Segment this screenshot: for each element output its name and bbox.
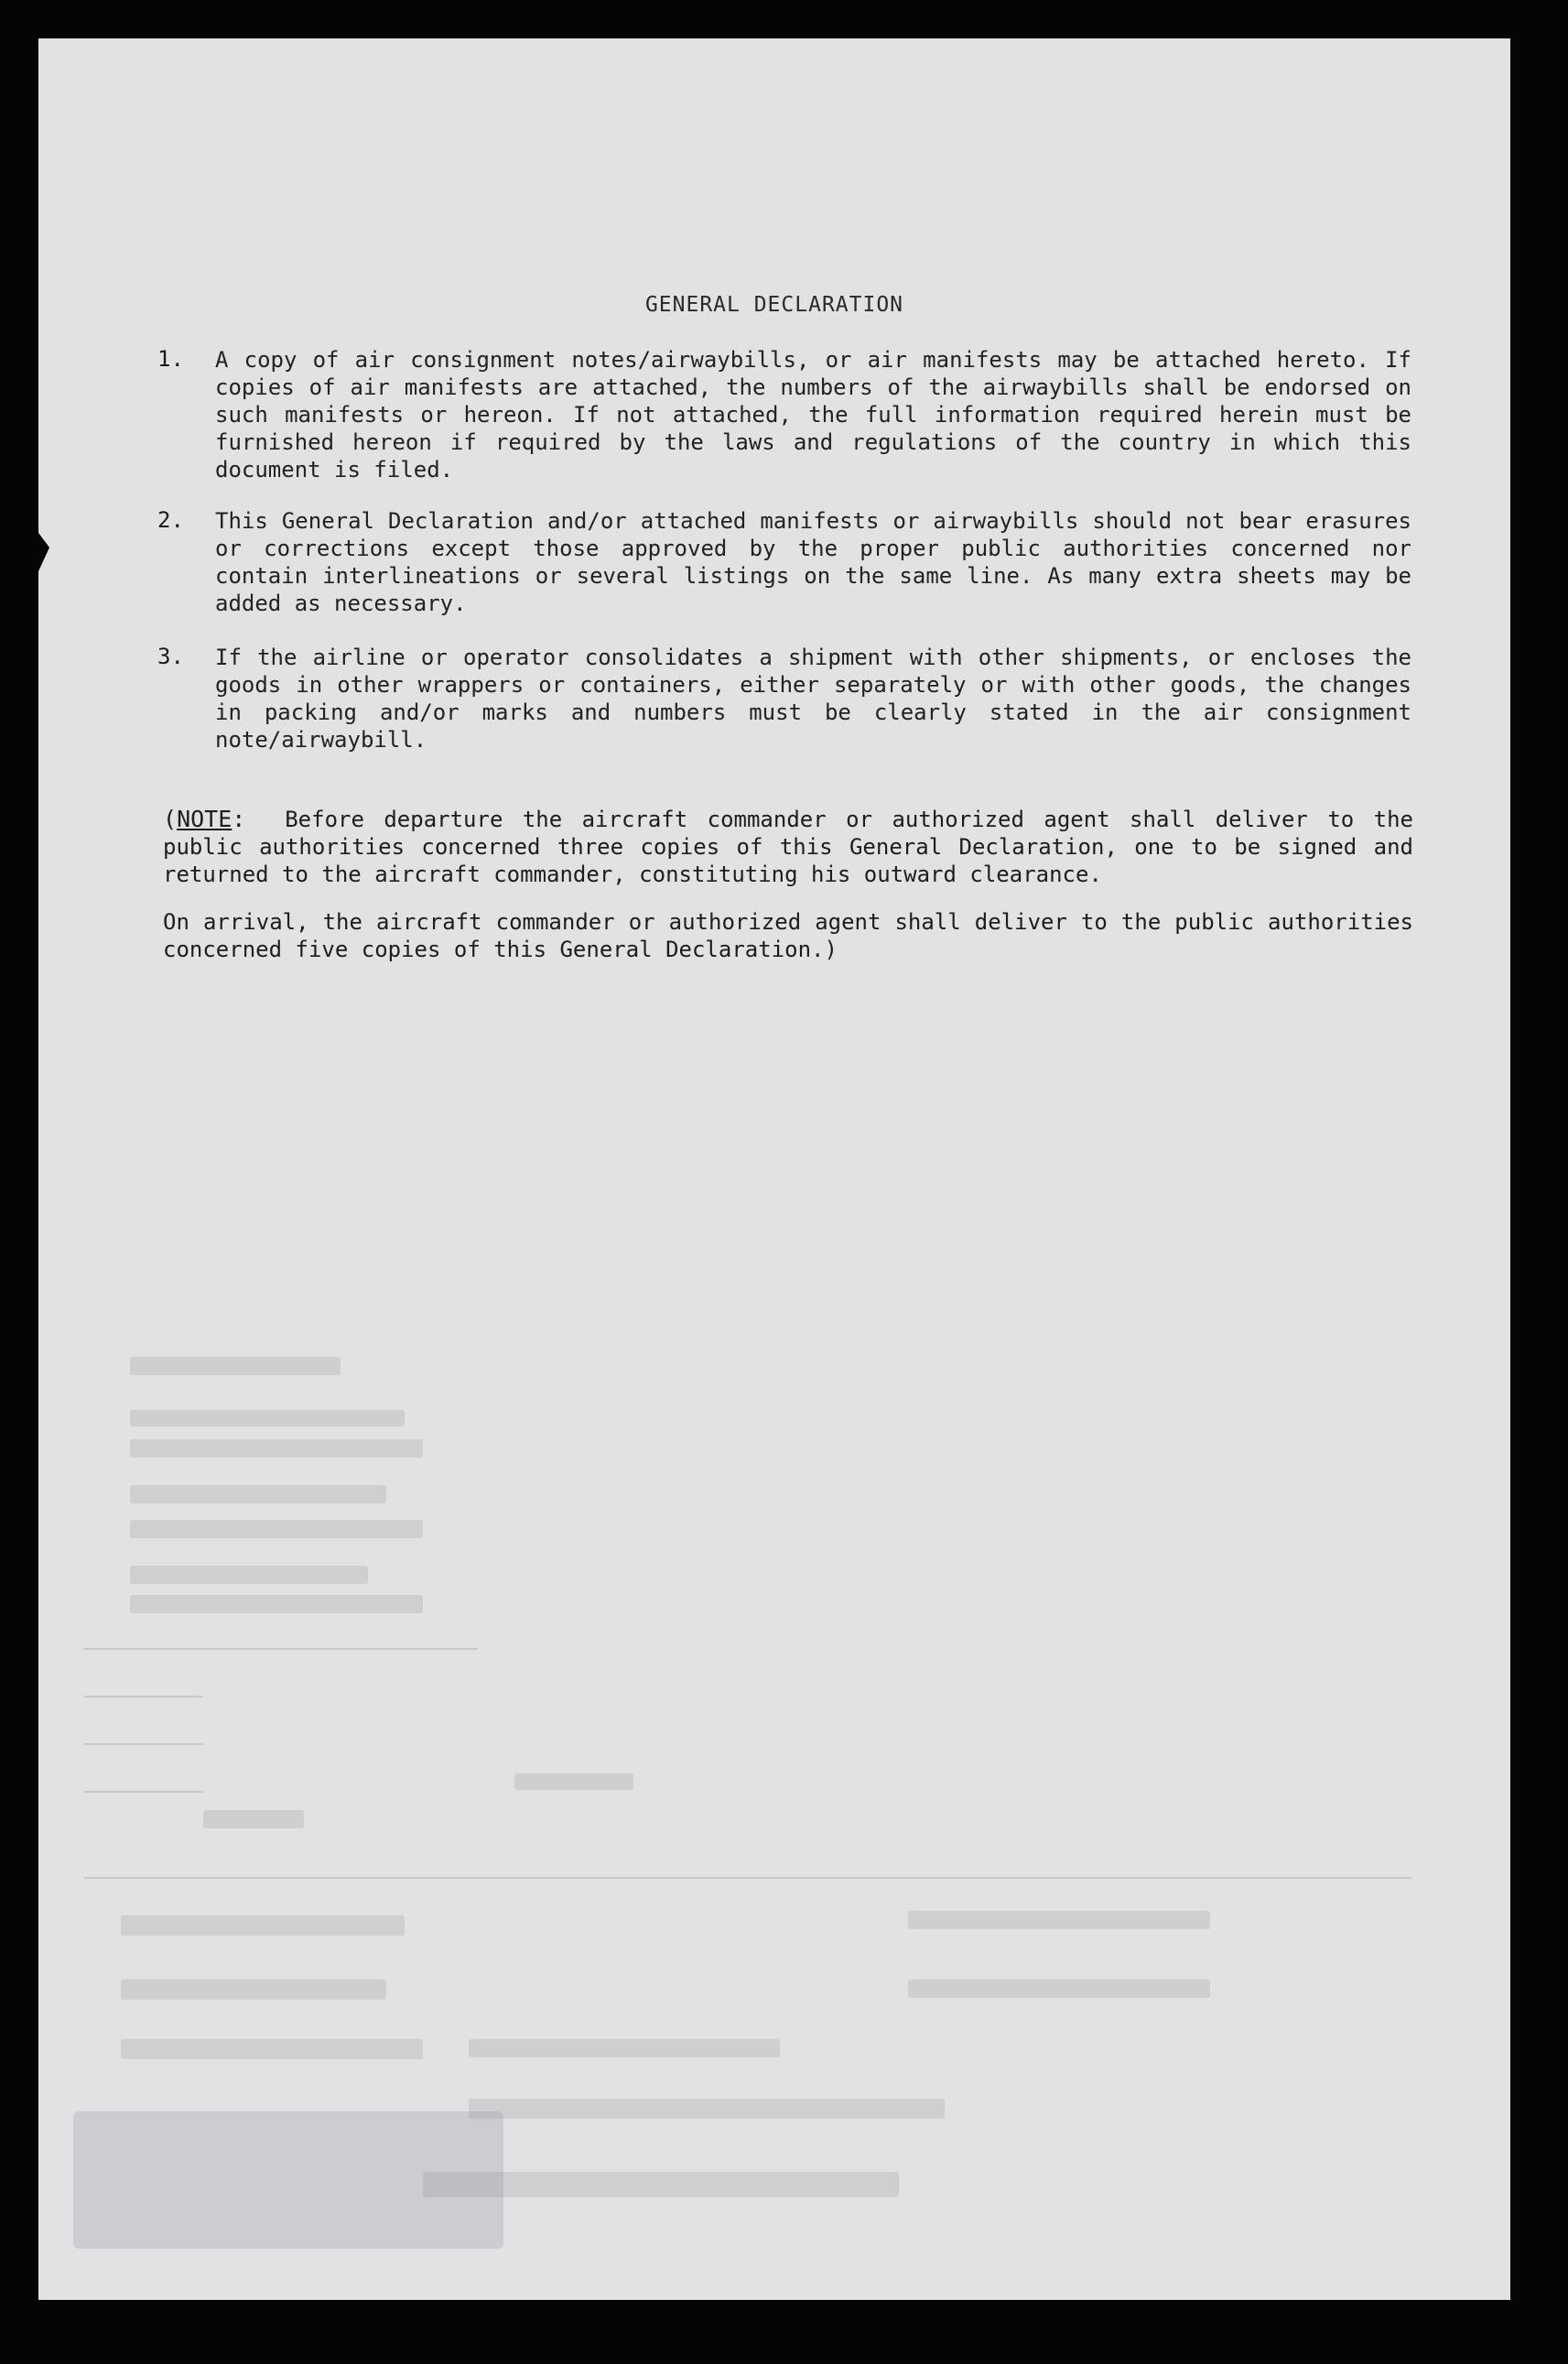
document-page [38,38,1510,2300]
note-text: Before departure the aircraft commander or authorized agent shall deliver to the public authorities concerned three copies of this General Declaration, one to be signed and returned to the aircraft commander, constituting his outward clearance. [163,807,1413,887]
instruction-item-3 [157,644,1411,754]
item-number: 2. [157,507,184,533]
note-open-paren: ( [163,806,178,832]
note-label: NOTE [177,806,232,832]
margin-mark [38,533,49,571]
form-stamp-bleed-through [73,2111,503,2249]
instruction-item-1 [157,346,1411,483]
binder-hole-left [92,2307,154,2364]
departure-note [163,806,1413,888]
binder-hole-center [758,2307,820,2364]
item-text: This General Declaration and/or attached manifests or airwaybills should not bear erasures or corrections except those approved by the proper public authorities concerned nor contain interlineations or several listings on the same line. As many extra sheets may be added as necessary. [215,508,1411,616]
binder-hole-right [1410,2304,1477,2364]
item-text: A copy of air consignment notes/airwaybills, or air manifests may be attached hereto. If copies of air manifests are attached, the numbers of the airwaybills shall be endorsed on such manifests or hereon. If not attached, the full information required herein must be furnished hereon if required by the laws and regulations of the country in which this document is filed. [215,347,1411,483]
instruction-item-2 [157,507,1411,617]
item-number: 3. [157,644,184,669]
item-text: If the airline or operator consolidates a shipment with other shipments, or encloses the goods in other wrappers or containers, either separately or with other goods, the changes in packing and/or marks and numbers must be clearly stated in the air consignment note/airwaybill. [215,645,1411,753]
arrival-note: On arrival, the aircraft commander or authorized agent shall deliver to the public authorities concerned five copies of this General Declaration.) [163,909,1413,962]
document-title: GENERAL DECLARATION [644,293,904,317]
note-colon: : [232,806,246,832]
item-number: 1. [157,346,184,372]
